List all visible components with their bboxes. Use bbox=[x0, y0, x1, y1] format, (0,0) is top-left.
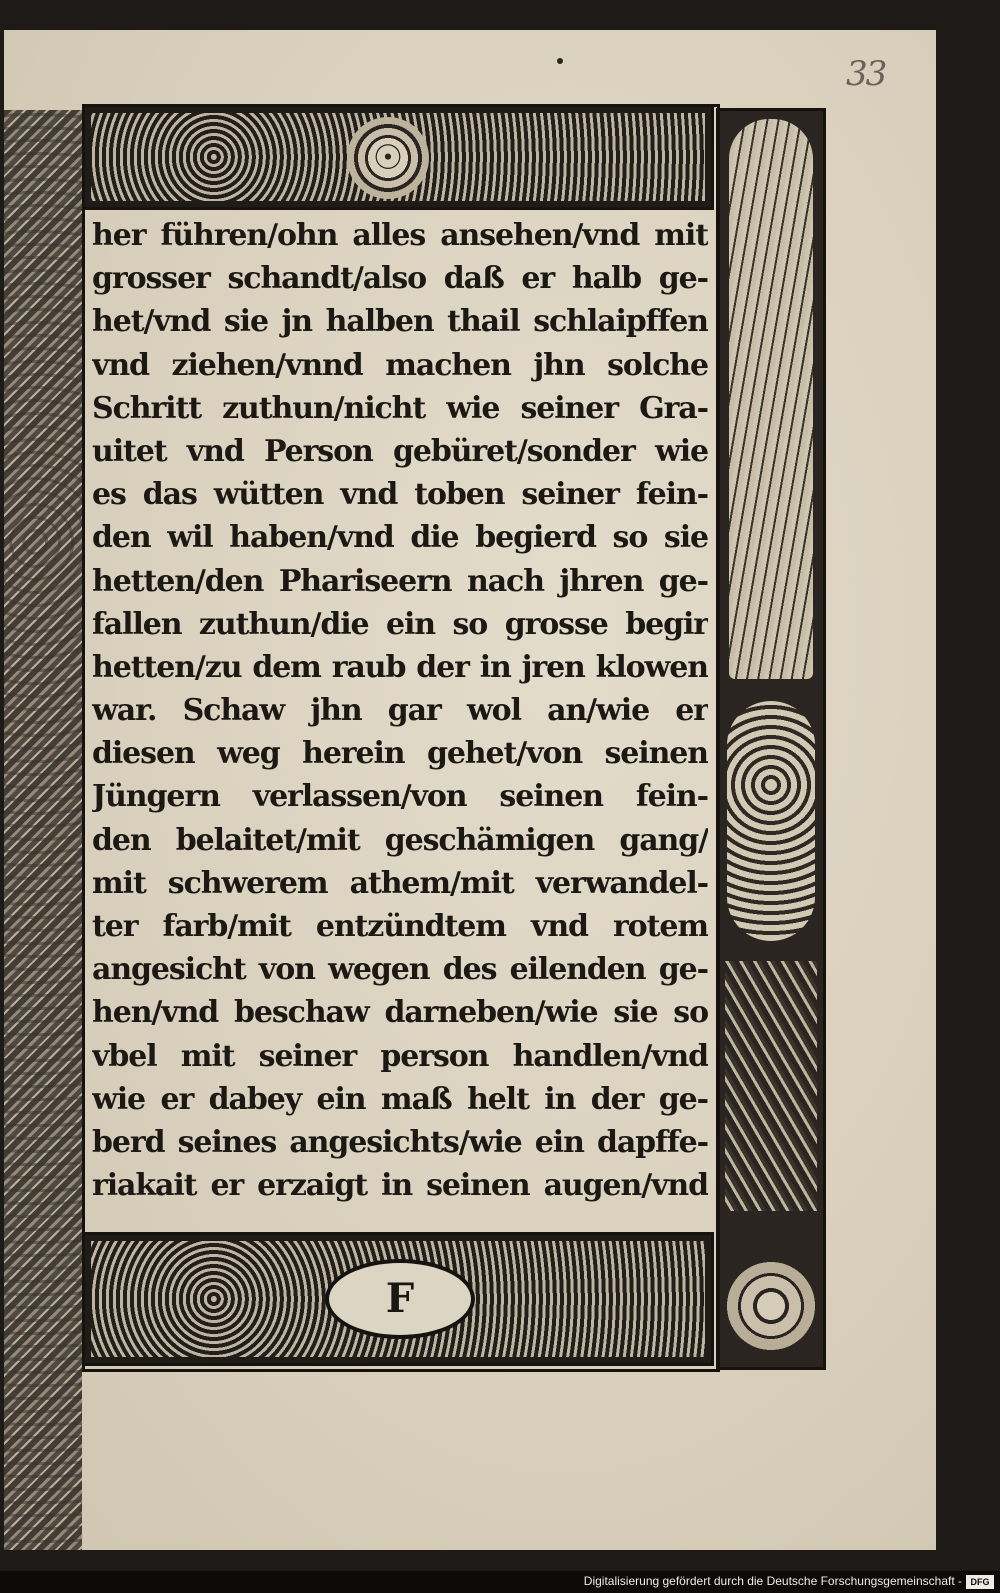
text-line: es das wütten vnd toben seiner fein- bbox=[92, 477, 708, 513]
text-line: diesen weg herein gehet/von seinen bbox=[92, 736, 708, 772]
text-line: vbel mit seiner person handlen/vnd bbox=[92, 1038, 708, 1074]
text-line: den wil haben/vnd die begierd so sie bbox=[92, 520, 708, 556]
text-line: hetten/den Phariseern nach jhren ge- bbox=[92, 563, 708, 599]
text-line: war. Schaw jhn gar wol an/wie er bbox=[92, 693, 708, 729]
text-line: her führen/ohn alles ansehen/vnd mit bbox=[92, 218, 708, 253]
text-line: angesicht von wegen des eilenden ge- bbox=[92, 952, 708, 988]
text-line: Jüngern verlassen/von seinen fein- bbox=[92, 779, 708, 815]
text-line: hetten/zu dem raub der in jren klowen bbox=[92, 649, 708, 685]
text-line: den belaitet/mit geschämigen gang/ bbox=[92, 822, 708, 858]
text-line: mit schwerem athem/mit verwandel- bbox=[92, 865, 708, 901]
standing-figure-ornament bbox=[729, 119, 813, 679]
text-line: vnd ziehen/vnnd machen jhn solche bbox=[92, 347, 708, 383]
text-line: wie er dabey ein maß helt in der ge- bbox=[92, 1081, 708, 1117]
text-line: uitet vnd Person gebüret/sonder wie bbox=[92, 433, 708, 469]
text-line: Schritt zuthun/nicht wie seiner Gra- bbox=[92, 390, 708, 426]
body-text bbox=[92, 214, 708, 1207]
text-line: ter farb/mit entzündtem vnd rotem bbox=[92, 909, 708, 944]
text-line: riakait er erzaigt in seinen augen/vnd bbox=[92, 1168, 708, 1204]
page-number: 33 bbox=[846, 54, 886, 94]
left-woodcut-border bbox=[4, 110, 82, 1550]
footer-credit: Digitalisierung gefördert durch die Deutsche Forschungsgemeinschaft - bbox=[583, 1574, 962, 1588]
text-line: hen/vnd beschaw darneben/wie sie so bbox=[92, 995, 708, 1031]
flower-ornament bbox=[727, 1251, 815, 1361]
scroll-ornament bbox=[727, 701, 815, 941]
text-line: het/vnd sie jn halben thail schlaipffen bbox=[92, 304, 708, 340]
text-line: berd seines angesichts/wie ein dapffe- bbox=[92, 1124, 708, 1160]
text-line: grosser schandt/also daß er halb ge- bbox=[92, 261, 708, 297]
dfg-logo: DFG bbox=[966, 1575, 994, 1589]
signature-mark: F bbox=[325, 1259, 475, 1339]
foliage-ornament bbox=[725, 961, 817, 1211]
sun-face-glyph: ☉ bbox=[372, 138, 404, 178]
ink-dot bbox=[557, 58, 563, 64]
right-woodcut-border bbox=[716, 108, 826, 1370]
text-line: fallen zuthun/die ein so grosse begir bbox=[92, 606, 708, 642]
footer-bar bbox=[0, 1571, 1000, 1593]
